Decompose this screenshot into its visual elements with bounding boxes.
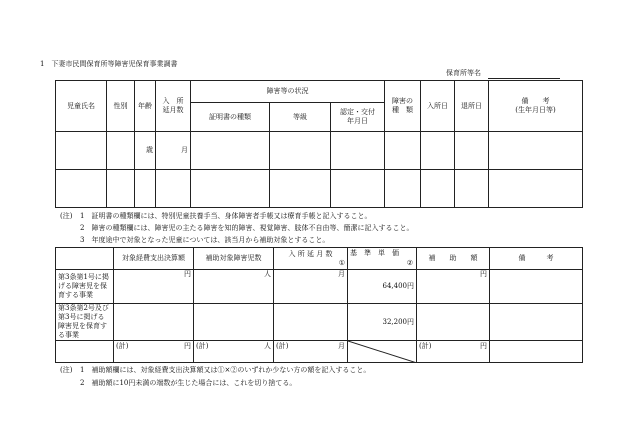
header-entry-date: 入所日 [421, 81, 455, 132]
total-expense: (計) 円 [114, 341, 194, 363]
table-cell[interactable] [490, 304, 583, 341]
table-cell[interactable] [194, 304, 274, 341]
table-cell[interactable] [421, 132, 455, 170]
table-cell [56, 341, 114, 363]
table-cell[interactable] [455, 170, 489, 208]
header-months: 入 所 延月数 [156, 81, 191, 132]
header-subsidy: 補 助 額 [417, 248, 490, 270]
subsidy-table [55, 247, 583, 363]
notes2-item: 2 補助額に10円未満の端数が生じた場合には、これを切り捨てる。 [80, 379, 297, 387]
notes1-item: 3 年度途中で対象となった児童については、該当月から補助対象とすること。 [80, 236, 330, 244]
header-cert-type: 証明書の種類 [191, 103, 270, 132]
table-cell[interactable] [489, 132, 583, 170]
header-unit-price: 基 準 単 価 ② [348, 248, 417, 270]
header-expense: 対象経費支出決算額 [114, 248, 194, 270]
header-disability-kind: 障害の 種 類 [385, 81, 421, 132]
month-unit: 月 [156, 132, 191, 170]
table-cell[interactable] [114, 304, 194, 341]
header-remarks: 備 考 [490, 248, 583, 270]
total-count: (計) 人 [194, 341, 274, 363]
table-cell[interactable] [191, 170, 270, 208]
table-cell[interactable] [107, 132, 135, 170]
total-subsidy: (計) 円 [417, 341, 490, 363]
table-cell[interactable] [331, 170, 385, 208]
table-cell [490, 341, 583, 363]
header-age: 年齢 [135, 81, 156, 132]
notes2-item: 1 補助額欄には、対象経費支出決算額又は①×②のいずれか少ない方の額を記入すること。 [80, 366, 371, 374]
header-child-name: 児童氏名 [56, 81, 107, 132]
table-cell[interactable] [270, 132, 331, 170]
notes1-item: 1 証明書の種類欄には、特別児童扶養手当、身体障害者手帳又は療育手帳と記入すること。 [80, 212, 372, 220]
months-unit: 月 [274, 270, 348, 304]
unit-price-value: 64,400円 [348, 270, 417, 304]
notes2-label: (注) [60, 366, 73, 374]
notes1-item: 2 障害の種類欄には、障害児の主たる障害を知的障害、視覚障害、肢体不自由等、簡潔に記入すること。 [80, 224, 414, 232]
age-unit: 歳 [135, 132, 156, 170]
header-exit-date: 退所日 [455, 81, 489, 132]
total-months: (計) 月 [274, 341, 348, 363]
table-cell[interactable] [385, 170, 421, 208]
header-blank [56, 248, 114, 270]
header-disability-status: 障害等の状況 [191, 81, 385, 103]
header-count: 補助対象障害児数 [194, 248, 274, 270]
count-unit: 人 [194, 270, 274, 304]
diagonal-line [348, 341, 417, 363]
table-cell[interactable] [56, 132, 107, 170]
table-cell[interactable] [191, 132, 270, 170]
children-table [55, 80, 583, 208]
row-label: 第3条第2号及び第3号に掲げる障害児を保育する事業 [56, 304, 114, 341]
table-cell[interactable] [156, 170, 191, 208]
table-cell[interactable] [455, 132, 489, 170]
header-grade: 等級 [270, 103, 331, 132]
unit-price-value: 32,200円 [348, 304, 417, 341]
header-cert-date: 認定・交付 年月日 [331, 103, 385, 132]
table-cell[interactable] [331, 132, 385, 170]
table-cell[interactable] [417, 304, 490, 341]
subsidy-unit: 円 [417, 270, 490, 304]
table-cell[interactable] [490, 270, 583, 304]
table-cell[interactable] [135, 170, 156, 208]
row-label: 第3条第1号に掲げる障害児を保育する事業 [56, 270, 114, 304]
table-cell[interactable] [274, 304, 348, 341]
notes1-label: (注) [60, 212, 73, 220]
table-cell[interactable] [489, 170, 583, 208]
header-remarks: 備 考 (生年月日等) [489, 81, 583, 132]
expense-unit: 円 [114, 270, 194, 304]
document-heading: 1 下妻市民間保育所等障害児保育事業調書 [40, 60, 178, 68]
facility-name-label: 保育所等名 [446, 69, 481, 77]
table-cell[interactable] [270, 170, 331, 208]
header-months: 入 所 延 月 数 ① [274, 248, 348, 270]
table-cell[interactable] [385, 132, 421, 170]
table-cell[interactable] [56, 170, 107, 208]
table-cell[interactable] [107, 170, 135, 208]
table-cell[interactable] [421, 170, 455, 208]
diagonal-cell [348, 341, 417, 363]
facility-name-line [488, 78, 560, 79]
header-sex: 性別 [107, 81, 135, 132]
